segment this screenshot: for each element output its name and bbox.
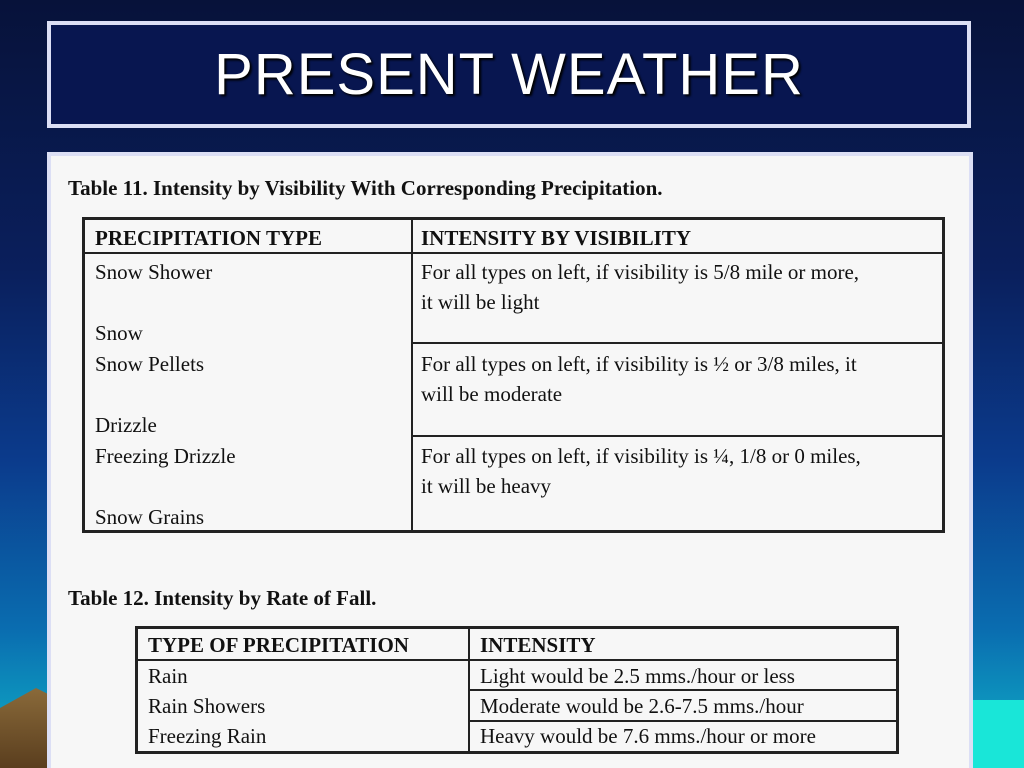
table12-header-intensity: INTENSITY bbox=[480, 633, 596, 657]
table11-type: Drizzle bbox=[95, 413, 157, 437]
slide-title-box bbox=[47, 21, 971, 128]
table12-header-type: TYPE OF PRECIPITATION bbox=[148, 633, 409, 657]
table11-intensity-line: it will be light bbox=[421, 290, 540, 314]
table11-type: Freezing Drizzle bbox=[95, 444, 236, 468]
table11-intensity-line: For all types on left, if visibility is ½ or 3/8 miles, it bbox=[421, 352, 857, 376]
table12-type: Rain bbox=[148, 664, 188, 688]
table11-row-divider bbox=[411, 435, 942, 437]
table12-caption: Table 12. Intensity by Rate of Fall. bbox=[68, 586, 377, 610]
table12-type: Rain Showers bbox=[148, 694, 266, 718]
slide-title: PRESENT WEATHER bbox=[214, 42, 804, 107]
table11-header-intensity: INTENSITY BY VISIBILITY bbox=[421, 226, 691, 250]
table11-intensity-line: For all types on left, if visibility is 5/8 mile or more, bbox=[421, 260, 860, 284]
table12 bbox=[135, 626, 899, 754]
table11-column-divider bbox=[411, 220, 413, 530]
table11-intensity-line: For all types on left, if visibility is ¼, 1/8 or 0 miles, bbox=[421, 444, 861, 468]
table11-caption: Table 11. Intensity by Visibility With Corresponding Precipitation. bbox=[68, 176, 663, 200]
table11-type: Snow Grains bbox=[95, 505, 205, 529]
table11-type: Snow Pellets bbox=[95, 352, 205, 376]
table12-intensity: Light would be 2.5 mms./hour or less bbox=[480, 664, 795, 688]
table11-type: Snow Shower bbox=[95, 260, 213, 284]
table11-header-type: PRECIPITATION TYPE bbox=[95, 226, 322, 250]
table12-intensity: Moderate would be 2.6-7.5 mms./hour bbox=[480, 694, 804, 718]
table11-type: Snow bbox=[95, 321, 143, 345]
table12-intensity: Heavy would be 7.6 mms./hour or more bbox=[480, 724, 816, 748]
table11-row-divider bbox=[411, 342, 942, 344]
table11-intensity-line: it will be heavy bbox=[421, 474, 552, 498]
table11-intensity-line: will be moderate bbox=[421, 382, 563, 406]
table11 bbox=[82, 217, 945, 533]
scanned-document bbox=[47, 152, 973, 768]
table12-type: Freezing Rain bbox=[148, 724, 267, 748]
